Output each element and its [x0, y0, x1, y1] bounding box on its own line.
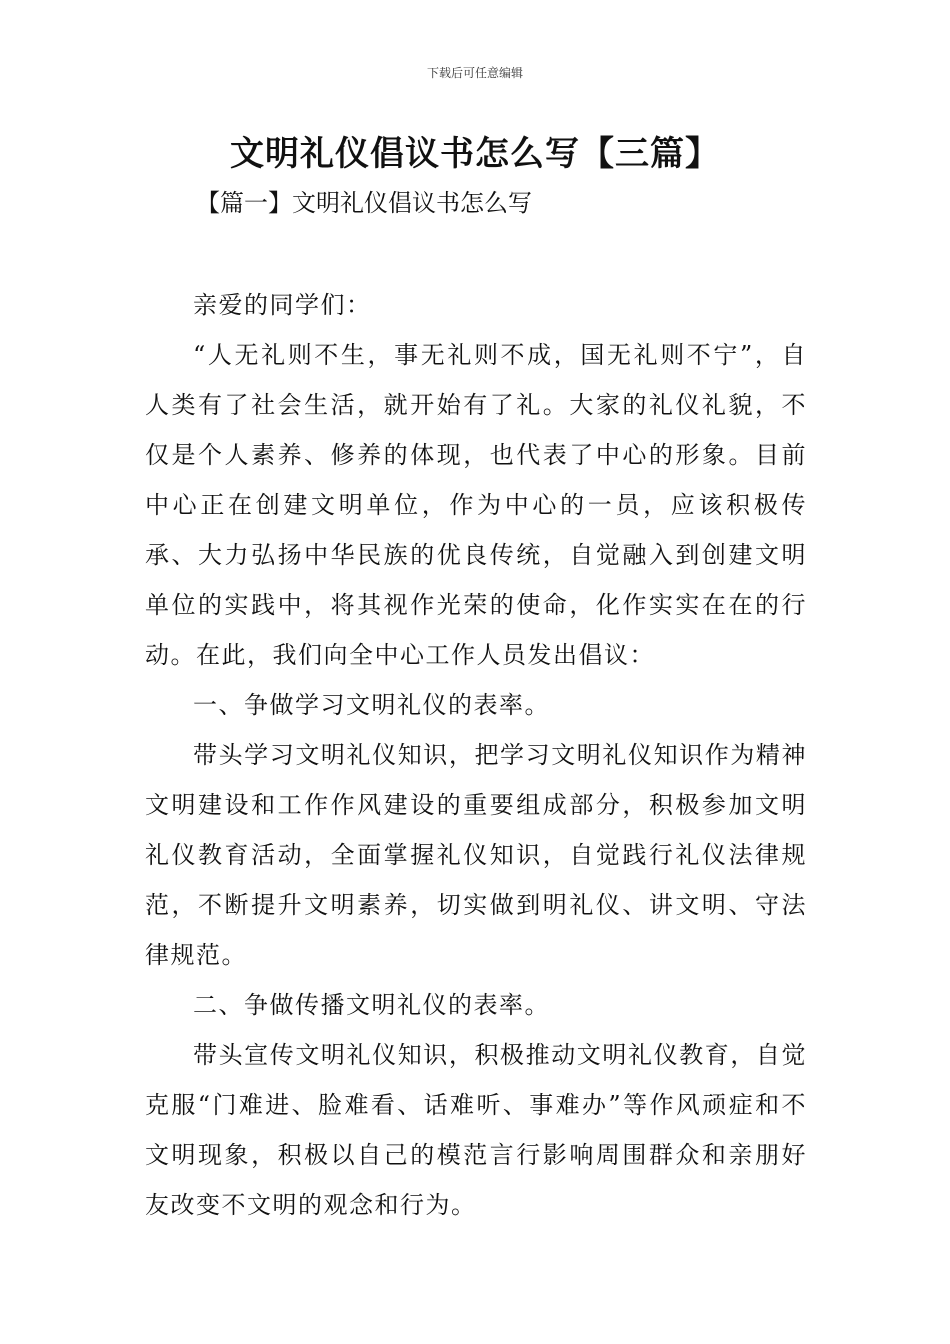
header-note: 下载后可任意编辑: [426, 66, 523, 80]
point-one-heading: 一、争做学习文明礼仪的表率。: [193, 691, 550, 719]
salutation: 亲爱的同学们：: [193, 291, 372, 319]
point-two-paragraph: 带头宣传文明礼仪知识，积极推动文明礼仪教育，自觉克服“门难进、脸难看、话难听、事难办”等作风顽症和不文明现象，积极以自己的模范言行影响周围群众和亲朋好友改变不文明的观念和行为。: [145, 1041, 807, 1219]
document-title: 文明礼仪倡议书怎么写【三篇】: [230, 134, 720, 174]
point-one-paragraph: 带头学习文明礼仪知识，把学习文明礼仪知识作为精神文明建设和工作作风建设的重要组成部分，积极参加文明礼仪教育活动，全面掌握礼仪知识，自觉践行礼仪法律规范，不断提升文明素养，切实做到明礼仪、讲文明、守法律规范。: [145, 741, 807, 969]
section-heading: 【篇一】文明礼仪倡议书怎么写: [196, 189, 532, 217]
point-two-heading: 二、争做传播文明礼仪的表率。: [193, 991, 550, 1019]
intro-paragraph: “人无礼则不生，事无礼则不成，国无礼则不宁”，自人类有了社会生活，就开始有了礼。大家的礼仪礼貌，不仅是个人素养、修养的体现，也代表了中心的形象。目前中心正在创建文明单位，作为中心的一员，应该积极传承、大力弘扬中华民族的优良传统，自觉融入到创建文明单位的实践中，将其视作光荣的使命，化作实实在在的行动。在此，我们向全中心工作人员发出倡议：: [145, 341, 807, 669]
document-body: [145, 280, 807, 1230]
